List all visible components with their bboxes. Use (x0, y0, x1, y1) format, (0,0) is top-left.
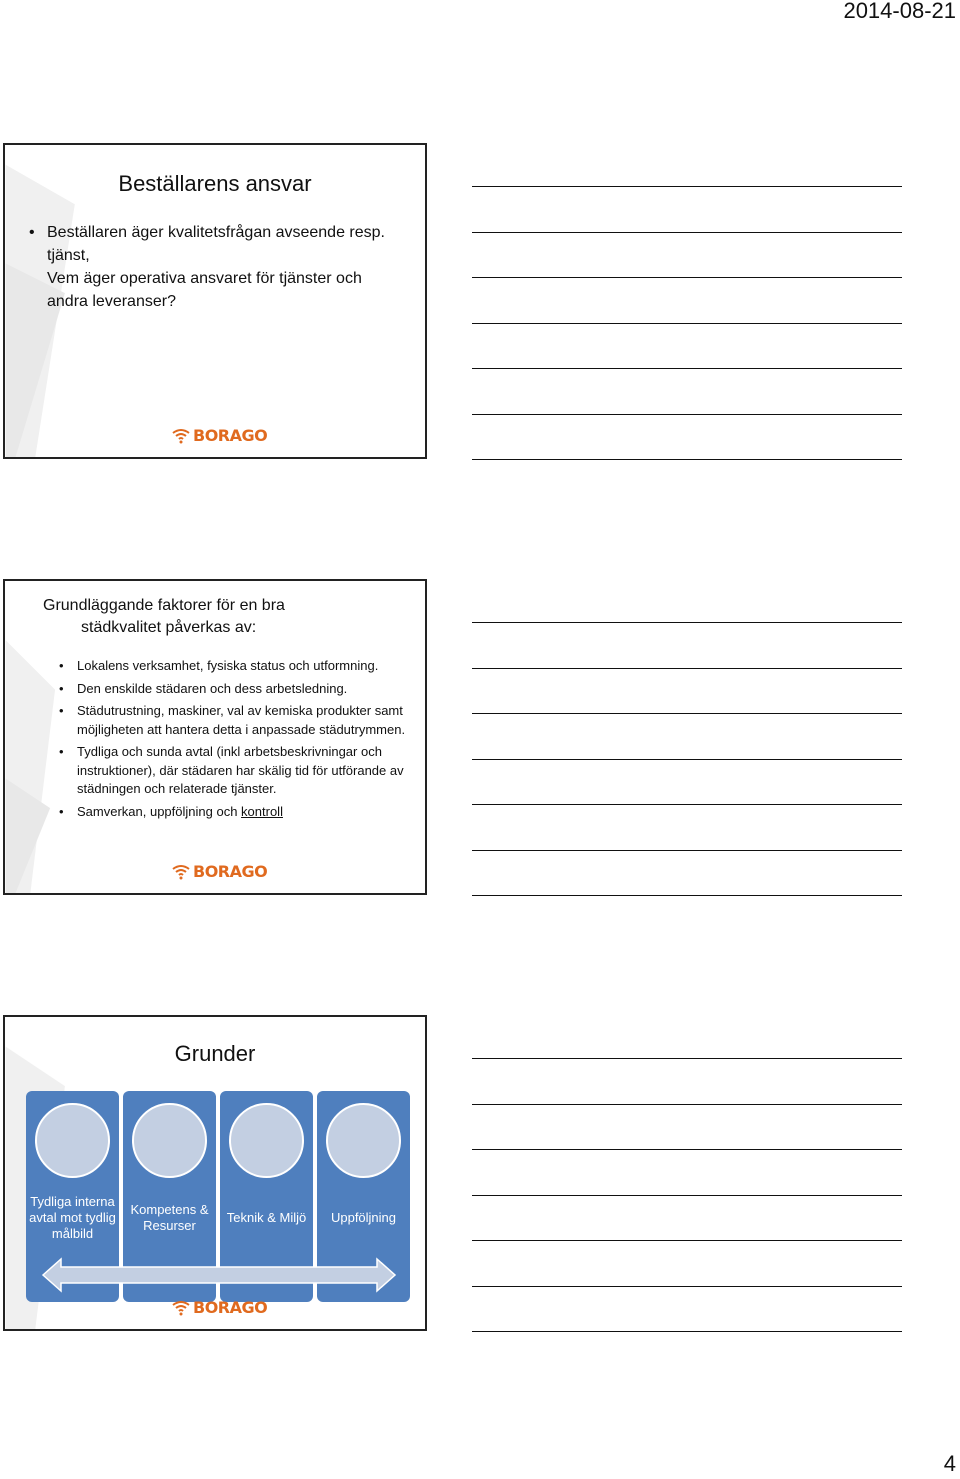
note-line (472, 1104, 902, 1150)
pillar-circle (132, 1103, 207, 1178)
note-line (472, 368, 902, 414)
wifi-logo-icon (171, 864, 191, 880)
pillar-circle (326, 1103, 401, 1178)
note-line (472, 1286, 902, 1332)
note-line (472, 759, 902, 805)
slide-3 (3, 1015, 427, 1331)
borago-logo: BORAGO (171, 1298, 267, 1317)
note-line (472, 850, 902, 896)
note-line (472, 668, 902, 714)
notes-lines-3 (472, 1058, 902, 1377)
header-date: 2014-08-21 (843, 0, 956, 23)
note-line (472, 323, 902, 369)
underlined-word: kontroll (241, 803, 283, 819)
note-line (472, 713, 902, 759)
notes-lines-2 (472, 622, 902, 941)
pillar-circle (35, 1103, 110, 1178)
note-line (472, 1058, 902, 1104)
note-line (472, 1149, 902, 1195)
pillar-label: Uppföljning (330, 1210, 397, 1225)
note-line (472, 277, 902, 323)
note-line (472, 804, 902, 850)
pillar-label: Teknik & Miljö (226, 1210, 307, 1225)
pillar-label: Tydliga interna avtal mot tydlig målbild (29, 1194, 116, 1241)
pillar-circle (229, 1103, 304, 1178)
wifi-logo-icon (171, 428, 191, 444)
bullet-item: • Tydliga och sunda avtal (inkl arbetsbeskrivningar och instruktioner), där städaren har skälig tid för utförande av städningen och relaterade tjänster. (59, 744, 404, 796)
borago-logo: BORAGO (171, 862, 267, 881)
note-line (472, 1240, 902, 1286)
slide-title: Grunder (174, 1041, 256, 1066)
note-line (472, 459, 902, 505)
bullet-item: • Lokalens verksamhet, fysiska status och utformning. (59, 658, 379, 673)
bullet-list (59, 657, 409, 825)
notes-lines-1 (472, 186, 902, 505)
slide-title: Beställarens ansvar (118, 171, 312, 196)
note-line (472, 1195, 902, 1241)
bullet-item: • Beställaren äger kvalitetsfrågan avseende resp. tjänst, Vem äger operativa ansvaret för tjänster och andra leveranser? (29, 224, 385, 310)
double-arrow-icon (41, 1257, 397, 1293)
note-line (472, 186, 902, 232)
borago-logo: BORAGO (171, 426, 267, 445)
wifi-logo-icon (171, 1300, 191, 1316)
slide-1 (3, 143, 427, 459)
note-line (472, 414, 902, 460)
bullet-item: • Samverkan, uppföljning och kontroll (59, 803, 283, 819)
page-number: 4 (943, 1451, 956, 1476)
bullet-item: • Den enskilde städaren och dess arbetsledning. (59, 680, 348, 696)
bullet-item: • Städutrustning, maskiner, val av kemiska produkter samt möjligheten att hantera detta i anpassade städutrymmen. (59, 703, 406, 737)
note-line (472, 895, 902, 941)
note-line (472, 1331, 902, 1377)
slide-2 (3, 579, 427, 895)
note-line (472, 232, 902, 278)
slide-title: Grundläggande faktorer för en bra städkvalitet påverkas av: (43, 597, 285, 636)
note-line (472, 622, 902, 668)
pillar-label: Kompetens & Resurser (130, 1202, 209, 1233)
